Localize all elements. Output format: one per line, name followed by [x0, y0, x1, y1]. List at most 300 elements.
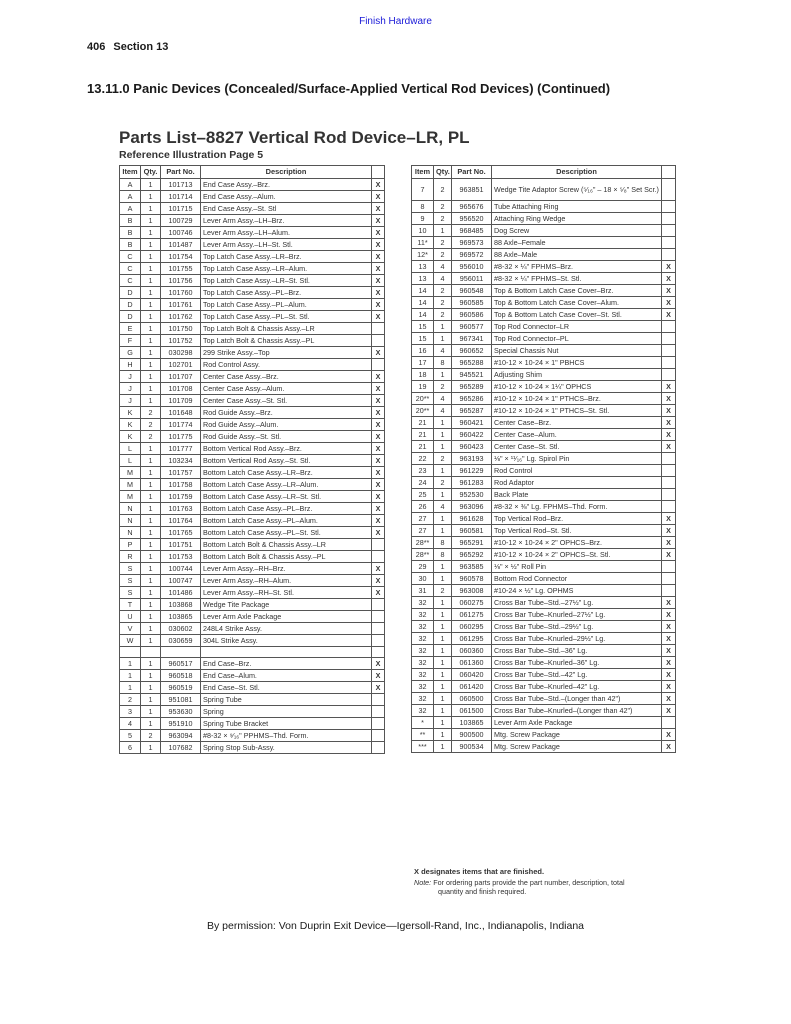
qty-cell: 1: [141, 503, 161, 515]
part-number-cell: 963851: [452, 179, 492, 201]
part-number-cell: 969573: [452, 237, 492, 249]
qty-cell: 1: [141, 551, 161, 563]
description-cell: #10-12 × 10-24 × 1" PBHCS: [492, 357, 662, 369]
item-cell: K: [120, 431, 141, 443]
item-cell: 32: [412, 669, 434, 681]
qty-cell: 1: [434, 333, 452, 345]
description-cell: Cross Bar Tube–Knurled–42" Lg.: [492, 681, 662, 693]
table-row: [120, 407, 385, 419]
qty-cell: 1: [141, 335, 161, 347]
finish-mark-cell: X: [372, 299, 385, 311]
item-cell: S: [120, 563, 141, 575]
table-row: [412, 501, 676, 513]
qty-cell: 1: [434, 225, 452, 237]
qty-cell: 1: [141, 539, 161, 551]
description-cell: Top Rod Connector–LR: [492, 321, 662, 333]
table-row: [412, 705, 676, 717]
item-cell: 32: [412, 597, 434, 609]
item-cell: M: [120, 491, 141, 503]
qty-cell: 1: [141, 251, 161, 263]
part-number-cell: 952530: [452, 489, 492, 501]
item-cell: 32: [412, 705, 434, 717]
item-cell: K: [120, 419, 141, 431]
description-cell: Bottom Latch Case Assy.–LR–St. Stl.: [201, 491, 372, 503]
finish-mark-cell: X: [372, 251, 385, 263]
part-number-cell: 965286: [452, 393, 492, 405]
note-label: Note:: [414, 878, 432, 887]
description-cell: Top & Bottom Latch Case Cover–Brz.: [492, 285, 662, 297]
qty-cell: 1: [141, 227, 161, 239]
table-row: [120, 551, 385, 563]
finish-mark-cell: [662, 213, 676, 225]
item-cell: 30: [412, 573, 434, 585]
description-cell: Top Latch Case Assy.–LR–Brz.: [201, 251, 372, 263]
qty-cell: 2: [141, 730, 161, 742]
finish-mark-cell: X: [372, 467, 385, 479]
col-header-part-no: Part No.: [452, 166, 492, 179]
finish-mark-cell: X: [662, 441, 676, 453]
qty-cell: 4: [434, 405, 452, 417]
finish-mark-cell: [372, 635, 385, 647]
item-cell: *: [412, 717, 434, 729]
qty-cell: 1: [141, 239, 161, 251]
part-number-cell: 960422: [452, 429, 492, 441]
qty-cell: 1: [434, 693, 452, 705]
qty-cell: 2: [434, 297, 452, 309]
col-header-qty: Qty.: [141, 166, 161, 179]
finish-mark-cell: X: [662, 513, 676, 525]
part-number-cell: 060420: [452, 669, 492, 681]
finish-mark-cell: [662, 201, 676, 213]
part-number-cell: 101757: [161, 467, 201, 479]
part-number-cell: 960548: [452, 285, 492, 297]
table-row: [120, 527, 385, 539]
qty-cell: 1: [434, 645, 452, 657]
part-number-cell: 101487: [161, 239, 201, 251]
table-row: [412, 381, 676, 393]
item-cell: J: [120, 395, 141, 407]
description-cell: Spring Tube Bracket: [201, 718, 372, 730]
description-cell: Cross Bar Tube–Knurled–(Longer than 42"): [492, 705, 662, 717]
finish-mark-cell: X: [372, 503, 385, 515]
item-cell: D: [120, 287, 141, 299]
qty-cell: 1: [141, 575, 161, 587]
table-row: [412, 417, 676, 429]
part-number-cell: 101752: [161, 335, 201, 347]
finish-mark-cell: X: [662, 429, 676, 441]
finish-mark-cell: [662, 465, 676, 477]
item-cell: D: [120, 311, 141, 323]
qty-cell: 4: [434, 273, 452, 285]
part-number-cell: 060360: [452, 645, 492, 657]
table-row: [412, 225, 676, 237]
qty-cell: 1: [141, 323, 161, 335]
qty-cell: 1: [141, 742, 161, 754]
finish-mark-cell: X: [662, 309, 676, 321]
page-header: [87, 41, 168, 53]
part-number-cell: 965287: [452, 405, 492, 417]
finish-mark-cell: X: [372, 227, 385, 239]
finish-mark-cell: X: [662, 393, 676, 405]
qty-cell: 4: [434, 393, 452, 405]
table-row: [120, 467, 385, 479]
finish-mark-cell: X: [372, 215, 385, 227]
qty-cell: 2: [434, 237, 452, 249]
item-cell: C: [120, 251, 141, 263]
table-row: [120, 658, 385, 670]
qty-cell: 1: [434, 465, 452, 477]
qty-cell: 2: [434, 381, 452, 393]
note-line-2: quantity and finish required.: [438, 887, 527, 896]
table-row: [412, 573, 676, 585]
qty-cell: 1: [141, 658, 161, 670]
description-cell: Rod Control Assy.: [201, 359, 372, 371]
item-cell: A: [120, 179, 141, 191]
part-number-cell: 101707: [161, 371, 201, 383]
description-cell: 248L4 Strike Assy.: [201, 623, 372, 635]
description-cell: Bottom Vertical Rod Assy.–St. Stl.: [201, 455, 372, 467]
item-cell: S: [120, 587, 141, 599]
table-row: [120, 251, 385, 263]
description-cell: Top Vertical Rod–Brz.: [492, 513, 662, 525]
qty-cell: 1: [434, 429, 452, 441]
item-cell: 21: [412, 441, 434, 453]
item-cell: 18: [412, 369, 434, 381]
finish-mark-cell: X: [372, 287, 385, 299]
item-cell: 32: [412, 621, 434, 633]
parts-table-left-body: [120, 179, 385, 754]
description-cell: #8-32 × ¼" FPHMS–St. Stl.: [492, 273, 662, 285]
description-cell: Spring: [201, 706, 372, 718]
table-row: [120, 275, 385, 287]
finish-mark-cell: [662, 477, 676, 489]
description-cell: Dog Screw: [492, 225, 662, 237]
finish-mark-cell: X: [662, 549, 676, 561]
part-number-cell: 960577: [452, 321, 492, 333]
part-number-cell: 103865: [452, 717, 492, 729]
table-row: [120, 599, 385, 611]
part-number-cell: 101709: [161, 395, 201, 407]
item-cell: A: [120, 203, 141, 215]
finish-mark-cell: X: [662, 681, 676, 693]
qty-cell: 1: [434, 441, 452, 453]
finish-mark-cell: X: [372, 670, 385, 682]
finish-mark-cell: X: [662, 417, 676, 429]
item-cell: ***: [412, 741, 434, 753]
part-number-cell: 960519: [161, 682, 201, 694]
qty-cell: 2: [434, 285, 452, 297]
description-cell: Lever Arm Assy.–RH–Brz.: [201, 563, 372, 575]
part-number-cell: 965288: [452, 357, 492, 369]
item-cell: 32: [412, 609, 434, 621]
qty-cell: 4: [434, 261, 452, 273]
qty-cell: 1: [141, 287, 161, 299]
table-row: [120, 539, 385, 551]
description-cell: Cross Bar Tube–Knurled–36" Lg.: [492, 657, 662, 669]
description-cell: Mtg. Screw Package: [492, 741, 662, 753]
finish-mark-cell: [372, 551, 385, 563]
qty-cell: 1: [141, 203, 161, 215]
finish-mark-cell: [662, 249, 676, 261]
part-number-cell: 100729: [161, 215, 201, 227]
part-number-cell: 951081: [161, 694, 201, 706]
finish-mark-cell: [662, 321, 676, 333]
table-row: [412, 537, 676, 549]
description-cell: Top & Bottom Latch Case Cover–St. Stl.: [492, 309, 662, 321]
qty-cell: 1: [434, 729, 452, 741]
description-cell: Bottom Rod Connector: [492, 573, 662, 585]
part-number-cell: 961229: [452, 465, 492, 477]
description-cell: Top Latch Case Assy.–LR–Alum.: [201, 263, 372, 275]
description-cell: #10-24 × ½" Lg. OPHMS: [492, 585, 662, 597]
finish-mark-cell: X: [372, 275, 385, 287]
part-number-cell: 960517: [161, 658, 201, 670]
qty-cell: 1: [141, 263, 161, 275]
finish-mark-cell: [372, 742, 385, 754]
item-cell: 9: [412, 213, 434, 225]
finish-mark-cell: X: [372, 515, 385, 527]
qty-cell: 8: [434, 537, 452, 549]
item-cell: 15: [412, 333, 434, 345]
table-row: [120, 706, 385, 718]
col-header-item: Item: [412, 166, 434, 179]
qty-cell: 1: [141, 587, 161, 599]
col-header-finish: [662, 166, 676, 179]
item-cell: 21: [412, 429, 434, 441]
finish-mark-cell: X: [372, 179, 385, 191]
finish-mark-cell: [662, 237, 676, 249]
description-cell: #10-12 × 10-24 × 1" PTHCS–Brz.: [492, 393, 662, 405]
qty-cell: 1: [141, 455, 161, 467]
item-cell: 14: [412, 297, 434, 309]
finish-mark-cell: X: [372, 371, 385, 383]
part-number-cell: 900500: [452, 729, 492, 741]
table-row: [120, 587, 385, 599]
item-cell: 10: [412, 225, 434, 237]
table-row: [412, 513, 676, 525]
col-header-part-no: Part No.: [161, 166, 201, 179]
part-number-cell: 960652: [452, 345, 492, 357]
qty-cell: 1: [141, 706, 161, 718]
item-cell: 14: [412, 285, 434, 297]
qty-cell: 1: [141, 635, 161, 647]
table-row: [412, 357, 676, 369]
part-number-cell: 956011: [452, 273, 492, 285]
item-cell: L: [120, 443, 141, 455]
qty-cell: 1: [141, 383, 161, 395]
finish-mark-cell: [372, 323, 385, 335]
part-number-cell: 960421: [452, 417, 492, 429]
qty-cell: 1: [141, 682, 161, 694]
finish-mark-cell: [372, 611, 385, 623]
part-number-cell: 960586: [452, 309, 492, 321]
part-number-cell: 968485: [452, 225, 492, 237]
qty-cell: 1: [434, 633, 452, 645]
finish-mark-cell: X: [372, 239, 385, 251]
part-number-cell: 100746: [161, 227, 201, 239]
qty-cell: 2: [434, 179, 452, 201]
item-cell: R: [120, 551, 141, 563]
table-row: [412, 321, 676, 333]
part-number-cell: 956010: [452, 261, 492, 273]
col-header-qty: Qty.: [434, 166, 452, 179]
table-row: [120, 682, 385, 694]
table-row: [412, 345, 676, 357]
table-row: [412, 393, 676, 405]
item-cell: 27: [412, 525, 434, 537]
part-number-cell: 101765: [161, 527, 201, 539]
item-cell: 23: [412, 465, 434, 477]
description-cell: End Case–Brz.: [201, 658, 372, 670]
part-number-cell: 101753: [161, 551, 201, 563]
finish-mark-cell: [372, 599, 385, 611]
item-cell: B: [120, 227, 141, 239]
description-cell: Lever Arm Assy.–LH–Brz.: [201, 215, 372, 227]
description-cell: #10-12 × 10-24 × 2" OPHCS–Brz.: [492, 537, 662, 549]
description-cell: Cross Bar Tube–Knurled–27½" Lg.: [492, 609, 662, 621]
part-number-cell: 061295: [452, 633, 492, 645]
qty-cell: 1: [141, 479, 161, 491]
part-number-cell: 956520: [452, 213, 492, 225]
item-cell: F: [120, 335, 141, 347]
finish-mark-cell: X: [662, 597, 676, 609]
finish-mark-cell: [372, 718, 385, 730]
finish-mark-cell: X: [372, 443, 385, 455]
item-cell: 15: [412, 321, 434, 333]
part-number-cell: 101758: [161, 479, 201, 491]
part-number-cell: 101754: [161, 251, 201, 263]
description-cell: Back Plate: [492, 489, 662, 501]
qty-cell: 1: [141, 215, 161, 227]
qty-cell: 1: [434, 369, 452, 381]
qty-cell: 1: [434, 321, 452, 333]
table-row: [412, 237, 676, 249]
finish-mark-cell: [662, 333, 676, 345]
qty-cell: 1: [434, 717, 452, 729]
finish-mark-cell: [662, 179, 676, 201]
item-cell: 20**: [412, 393, 434, 405]
qty-cell: 2: [141, 419, 161, 431]
description-cell: Cross Bar Tube–Std.–(Longer than 42"): [492, 693, 662, 705]
finish-hardware-link[interactable]: Finish Hardware: [359, 16, 432, 27]
description-cell: 299 Strike Assy.–Top: [201, 347, 372, 359]
item-cell: 20**: [412, 405, 434, 417]
finish-mark-cell: X: [372, 263, 385, 275]
item-cell: 2: [120, 694, 141, 706]
part-number-cell: 061420: [452, 681, 492, 693]
table-row: [120, 191, 385, 203]
finish-mark-cell: X: [662, 525, 676, 537]
table-row: [412, 585, 676, 597]
finish-mark-cell: [662, 369, 676, 381]
description-cell: Bottom Latch Case Assy.–PL–Alum.: [201, 515, 372, 527]
finish-mark-cell: X: [662, 297, 676, 309]
finish-mark-cell: X: [372, 311, 385, 323]
description-cell: [201, 647, 372, 658]
item-cell: 7: [412, 179, 434, 201]
item-cell: J: [120, 383, 141, 395]
qty-cell: 1: [434, 573, 452, 585]
description-cell: Center Case–Brz.: [492, 417, 662, 429]
table-row: [412, 717, 676, 729]
item-cell: 29: [412, 561, 434, 573]
finish-mark-cell: [662, 561, 676, 573]
permission-credit: By permission: Von Duprin Exit Device—Igersoll-Rand, Inc., Indianapolis, Indiana: [206, 920, 585, 932]
part-number-cell: 963096: [452, 501, 492, 513]
description-cell: Lever Arm Assy.–LH–Alum.: [201, 227, 372, 239]
item-cell: 14: [412, 309, 434, 321]
part-number-cell: 102701: [161, 359, 201, 371]
qty-cell: 1: [141, 623, 161, 635]
page-number: 406: [87, 41, 106, 53]
qty-cell: 1: [434, 489, 452, 501]
finish-mark-cell: X: [662, 285, 676, 297]
part-number-cell: 963193: [452, 453, 492, 465]
col-header-item: Item: [120, 166, 141, 179]
table-row: [120, 215, 385, 227]
item-cell: N: [120, 515, 141, 527]
qty-cell: 1: [141, 275, 161, 287]
description-cell: #8-32 × ⅜" Lg. FPHMS–Thd. Form.: [492, 501, 662, 513]
qty-cell: 2: [434, 201, 452, 213]
qty-cell: 1: [141, 670, 161, 682]
part-number-cell: 061275: [452, 609, 492, 621]
item-cell: 11*: [412, 237, 434, 249]
table-row: [412, 669, 676, 681]
table-row: [412, 645, 676, 657]
description-cell: Bottom Latch Case Assy.–LR–Alum.: [201, 479, 372, 491]
item-cell: 12*: [412, 249, 434, 261]
part-number-cell: 965289: [452, 381, 492, 393]
qty-cell: 1: [434, 513, 452, 525]
qty-cell: 1: [141, 443, 161, 455]
table-row: [120, 563, 385, 575]
table-row: [412, 621, 676, 633]
description-cell: Rod Control: [492, 465, 662, 477]
table-row: [120, 742, 385, 754]
note-line-1: For ordering parts provide the part number, description, total: [433, 878, 625, 887]
description-cell: ⅛" × ½" Roll Pin: [492, 561, 662, 573]
qty-cell: 2: [141, 407, 161, 419]
table-row: [120, 287, 385, 299]
item-cell: 1: [120, 670, 141, 682]
qty-cell: 2: [434, 213, 452, 225]
table-row: [412, 453, 676, 465]
item-cell: 27: [412, 513, 434, 525]
description-cell: Top Latch Bolt & Chassis Assy.–PL: [201, 335, 372, 347]
item-cell: 32: [412, 693, 434, 705]
finish-mark-cell: X: [662, 405, 676, 417]
table-row: [120, 311, 385, 323]
description-cell: #10-12 × 10-24 × 1¼" OPHCS: [492, 381, 662, 393]
finish-mark-cell: X: [372, 575, 385, 587]
table-row: [120, 203, 385, 215]
col-header-description: Description: [201, 166, 372, 179]
description-cell: Bottom Latch Case Assy.–LR–Brz.: [201, 467, 372, 479]
part-number-cell: 960581: [452, 525, 492, 537]
item-cell: L: [120, 455, 141, 467]
description-cell: Top & Bottom Latch Case Cover–Alum.: [492, 297, 662, 309]
table-row: [120, 431, 385, 443]
description-cell: Bottom Latch Case Assy.–PL–Brz.: [201, 503, 372, 515]
part-number-cell: 061360: [452, 657, 492, 669]
part-number-cell: 101714: [161, 191, 201, 203]
part-number-cell: 951910: [161, 718, 201, 730]
table-row: [412, 561, 676, 573]
part-number-cell: 965292: [452, 549, 492, 561]
finish-mark-cell: X: [662, 381, 676, 393]
qty-cell: 1: [434, 417, 452, 429]
